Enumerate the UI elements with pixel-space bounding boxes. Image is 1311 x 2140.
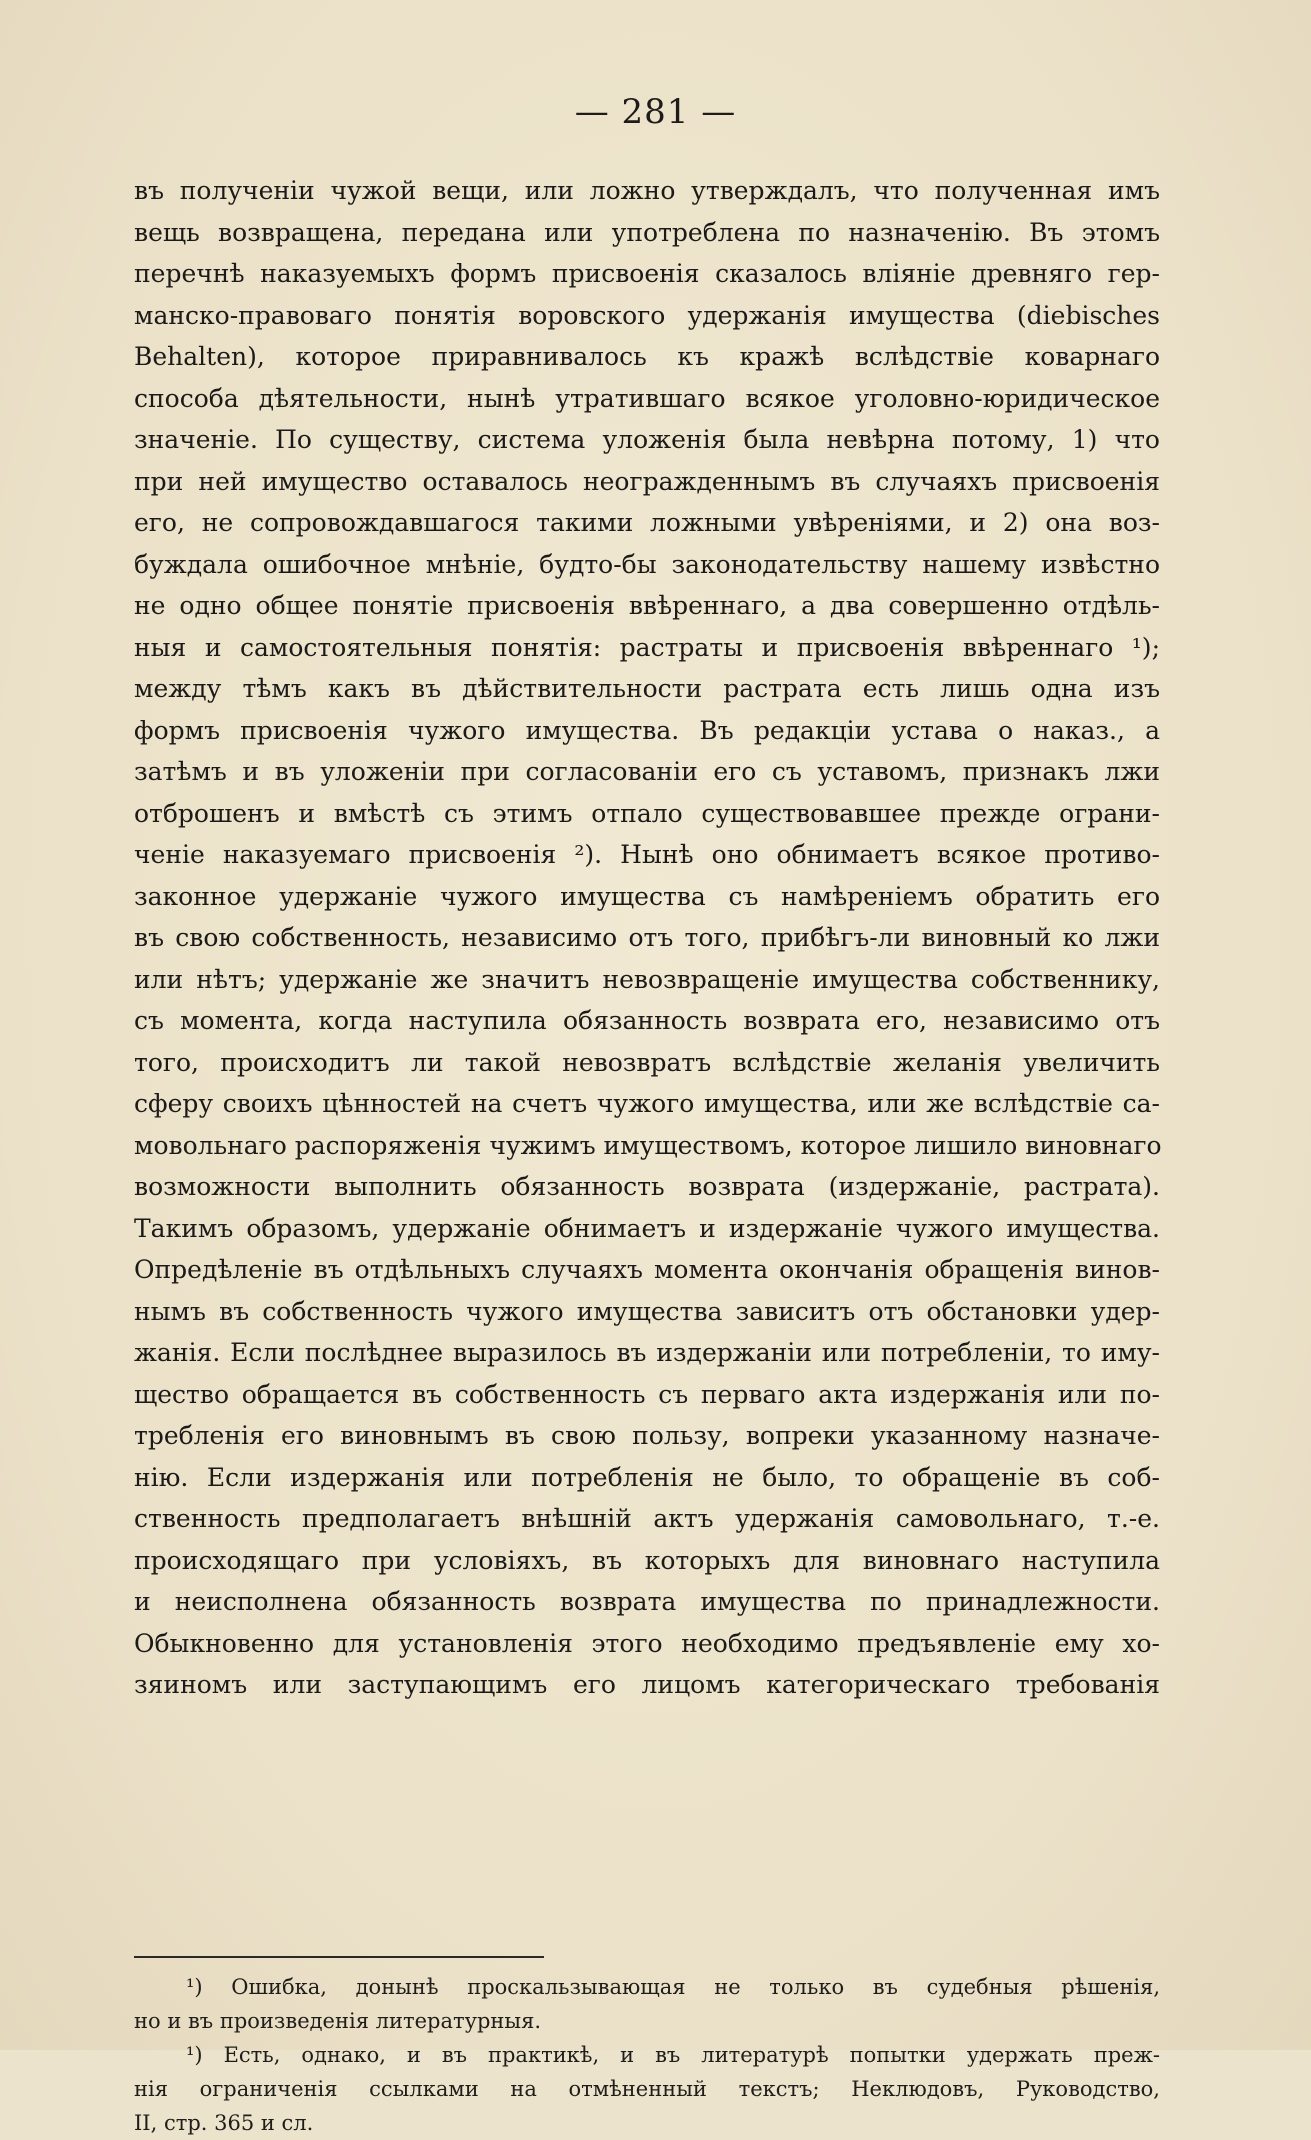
text-line: значеніе. По существу, система уложенія была невѣрна потому, 1) что [134,425,1160,454]
text-line: щество обращается въ собственность съ перваго акта издержанія или по- [134,1379,1160,1409]
text-line: вещь возвращена, передана или употреблена по назначенію. Въ этомъ [134,217,1160,247]
footnote-2-line: ¹) Есть, однако, и въ практикѣ, и въ литературѣ попытки удержать преж- [186,2043,1160,2067]
text-line: не одно общее понятіе присвоенія ввѣреннаго, а два совершенно отдѣль- [134,591,1160,620]
text-line: въ полученіи чужой вещи, или ложно утверждалъ, что полученная имъ [134,176,1160,205]
text-line: Обыкновенно для установленія этого необходимо предъявленіе ему хо- [134,1628,1160,1658]
text-line: перечнѣ наказуемыхъ формъ присвоенія сказалось вліяніе древняго гер- [134,259,1160,288]
page-number: — 281 — [574,92,737,132]
footnote-2-line: нія ограниченія ссылками на отмѣненный текстъ; Неклюдовъ, Руководство, [134,2077,1160,2101]
text-line: ченіе наказуемаго присвоенія ²). Нынѣ оно обнимаетъ всякое противо- [134,840,1160,869]
text-line: возможности выполнить обязанность возврата (издержаніе, растрата). [134,1172,1160,1201]
text-line: требленія его виновнымъ въ свою пользу, вопреки указанному назначе- [134,1421,1160,1450]
text-line: зяиномъ или заступающимъ его лицомъ категорическаго требованія [134,1670,1160,1699]
text-line: нымъ въ собственность чужого имущества зависитъ отъ обстановки удер- [134,1296,1160,1326]
footnote-separator [134,1956,544,1958]
text-line: нію. Если издержанія или потребленія не было, то обращеніе въ соб- [134,1462,1160,1492]
text-line: ственность предполагаетъ внѣшній актъ удержанія самовольнаго, т.-е. [134,1504,1160,1533]
text-line: манско-правоваго понятія воровского удержанія имущества (diebisches [134,300,1160,330]
text-line: Опредѣленіе въ отдѣльныхъ случаяхъ момента окончанія обращенія винов- [134,1255,1160,1284]
text-line: ныя и самостоятельныя понятія: растраты и присвоенія ввѣреннаго ¹); [134,632,1160,662]
text-line: Такимъ образомъ, удержаніе обнимаетъ и издержаніе чужого имущества. [134,1213,1160,1243]
text-line: или нѣтъ; удержаніе же значитъ невозвращеніе имущества собственнику, [134,964,1160,994]
text-line: въ свою собственность, независимо отъ того, прибѣгъ-ли виновный ко лжи [134,923,1160,952]
text-line: отброшенъ и вмѣстѣ съ этимъ отпало существовавшее прежде ограни- [134,798,1160,828]
text-line: и неисполнена обязанность возврата имущества по принадлежности. [134,1587,1160,1616]
body-text [134,170,1160,1706]
text-line: способа дѣятельности, нынѣ утратившаго всякое уголовно-юридическое [134,383,1160,413]
footnote-2-line: II, стр. 365 и сл. [134,2111,314,2135]
text-line: сферу своихъ цѣнностей на счетъ чужого имущества, или же вслѣдствіе са- [134,1089,1160,1118]
footnotes [134,1970,1160,2140]
text-line: при ней имущество оставалось неогражденнымъ въ случаяхъ присвоенія [134,466,1160,496]
text-line: жанія. Если послѣднее выразилось въ издержаніи или потребленіи, то иму- [134,1338,1160,1367]
text-line: того, происходитъ ли такой невозвратъ вслѣдствіе желанія увеличить [134,1047,1160,1077]
footnote-1-line: ¹) Ошибка, донынѣ проскальзывающая не только въ судебныя рѣшенія, [186,1975,1160,1999]
text-line: съ момента, когда наступила обязанность возврата его, независимо отъ [134,1006,1160,1035]
text-line: между тѣмъ какъ въ дѣйствительности растрата есть лишь одна изъ [134,674,1160,703]
footnote-1-line: но и въ произведенія литературныя. [134,2009,542,2033]
text-line: формъ присвоенія чужого имущества. Въ редакціи устава о наказ., а [134,715,1160,745]
text-line: происходящаго при условіяхъ, въ которыхъ для виновнаго наступила [134,1545,1160,1575]
text-line: затѣмъ и въ уложеніи при согласованіи его съ уставомъ, признакъ лжи [134,757,1160,786]
text-line: буждала ошибочное мнѣніе, будто-бы законодательству нашему извѣстно [134,549,1160,579]
text-line: Behalten), которое приравнивалось къ кражѣ вслѣдствіе коварнаго [134,342,1160,371]
text-line: его, не сопровождавшагося такими ложными увѣреніями, и 2) она воз- [134,508,1160,537]
text-line: законное удержаніе чужого имущества съ намѣреніемъ обратить его [134,881,1160,911]
text-line: мовольнаго распоряженія чужимъ имуществомъ, которое лишило виновнаго [134,1130,1162,1160]
